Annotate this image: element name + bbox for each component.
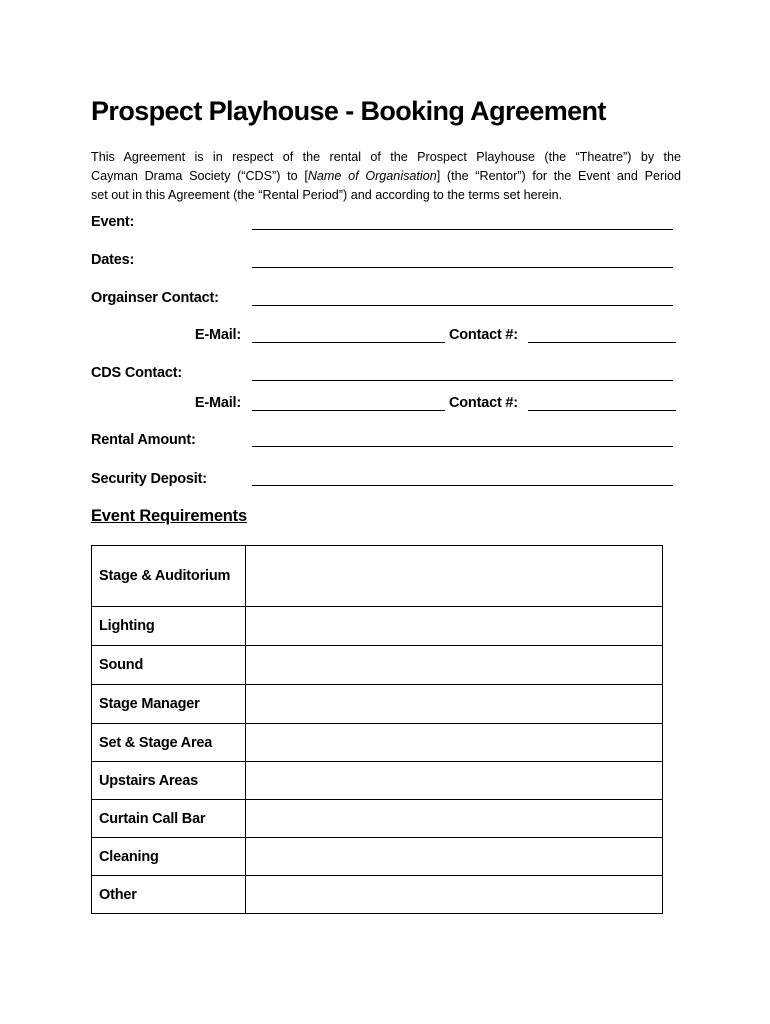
intro-line-1: This Agreement is in respect of the rental of the Prospect Playhouse (the “Theatre”) by the: [91, 150, 681, 164]
requirement-value-cell[interactable]: [246, 546, 663, 607]
cds-contact-number-blank-line[interactable]: [528, 410, 676, 411]
security-deposit-blank-line[interactable]: [252, 485, 673, 486]
organiser-email-label: E-Mail:: [194, 327, 241, 343]
requirement-label: Upstairs Areas: [92, 762, 246, 800]
table-row: [92, 762, 663, 800]
event-requirements-table: [91, 545, 663, 914]
requirement-label: Cleaning: [92, 838, 246, 876]
event-requirements-heading: Event Requirements: [91, 507, 247, 525]
requirement-label: Set & Stage Area: [92, 724, 246, 762]
security-deposit-label: Security Deposit:: [91, 471, 207, 487]
requirement-label: Stage Manager: [92, 685, 246, 724]
requirement-value-cell[interactable]: [246, 646, 663, 685]
table-row: [92, 876, 663, 914]
organiser-email-blank-line[interactable]: [252, 342, 445, 343]
intro-line-3: set out in this Agreement (the “Rental Period”) and according to the terms set herein.: [91, 188, 563, 202]
intro-organisation-placeholder: Name of Organisation: [307, 169, 437, 183]
intro-line-2-start: Cayman Drama Society (“CDS”) to [: [91, 169, 308, 183]
cds-contact-blank-line[interactable]: [252, 380, 673, 381]
cds-contact-number-label: Contact #:: [449, 395, 518, 411]
page-title: Prospect Playhouse - Booking Agreement: [91, 96, 606, 126]
table-row: [92, 724, 663, 762]
event-label: Event:: [91, 214, 135, 230]
dates-blank-line[interactable]: [252, 267, 673, 268]
requirement-value-cell[interactable]: [246, 685, 663, 724]
table-row: [92, 800, 663, 838]
organiser-contact-label: Orgainser Contact:: [91, 290, 219, 306]
organiser-contact-number-blank-line[interactable]: [528, 342, 676, 343]
intro-paragraph: [91, 148, 681, 205]
table-row: [92, 607, 663, 646]
requirement-value-cell[interactable]: [246, 838, 663, 876]
intro-line-2-end: ] (the “Rentor”) for the Event and Period: [436, 169, 681, 183]
requirement-label: Stage & Auditorium: [92, 546, 246, 607]
requirement-value-cell[interactable]: [246, 876, 663, 914]
cds-contact-label: CDS Contact:: [91, 365, 183, 381]
requirement-label: Lighting: [92, 607, 246, 646]
cds-email-label: E-Mail:: [194, 395, 241, 411]
requirement-value-cell[interactable]: [246, 800, 663, 838]
requirement-value-cell[interactable]: [246, 724, 663, 762]
requirement-value-cell[interactable]: [246, 607, 663, 646]
rental-amount-label: Rental Amount:: [91, 432, 196, 448]
table-row: [92, 646, 663, 685]
rental-amount-blank-line[interactable]: [252, 446, 673, 447]
organiser-contact-number-label: Contact #:: [449, 327, 518, 343]
requirement-value-cell[interactable]: [246, 762, 663, 800]
intro-line-2: [91, 167, 681, 186]
requirement-label: Curtain Call Bar: [92, 800, 246, 838]
requirement-label: Other: [92, 876, 246, 914]
event-blank-line[interactable]: [252, 229, 673, 230]
cds-email-blank-line[interactable]: [252, 410, 445, 411]
table-row: [92, 838, 663, 876]
dates-label: Dates:: [91, 252, 135, 268]
organiser-contact-blank-line[interactable]: [252, 305, 673, 306]
requirement-label: Sound: [92, 646, 246, 685]
table-row: [92, 685, 663, 724]
table-row: [92, 546, 663, 607]
